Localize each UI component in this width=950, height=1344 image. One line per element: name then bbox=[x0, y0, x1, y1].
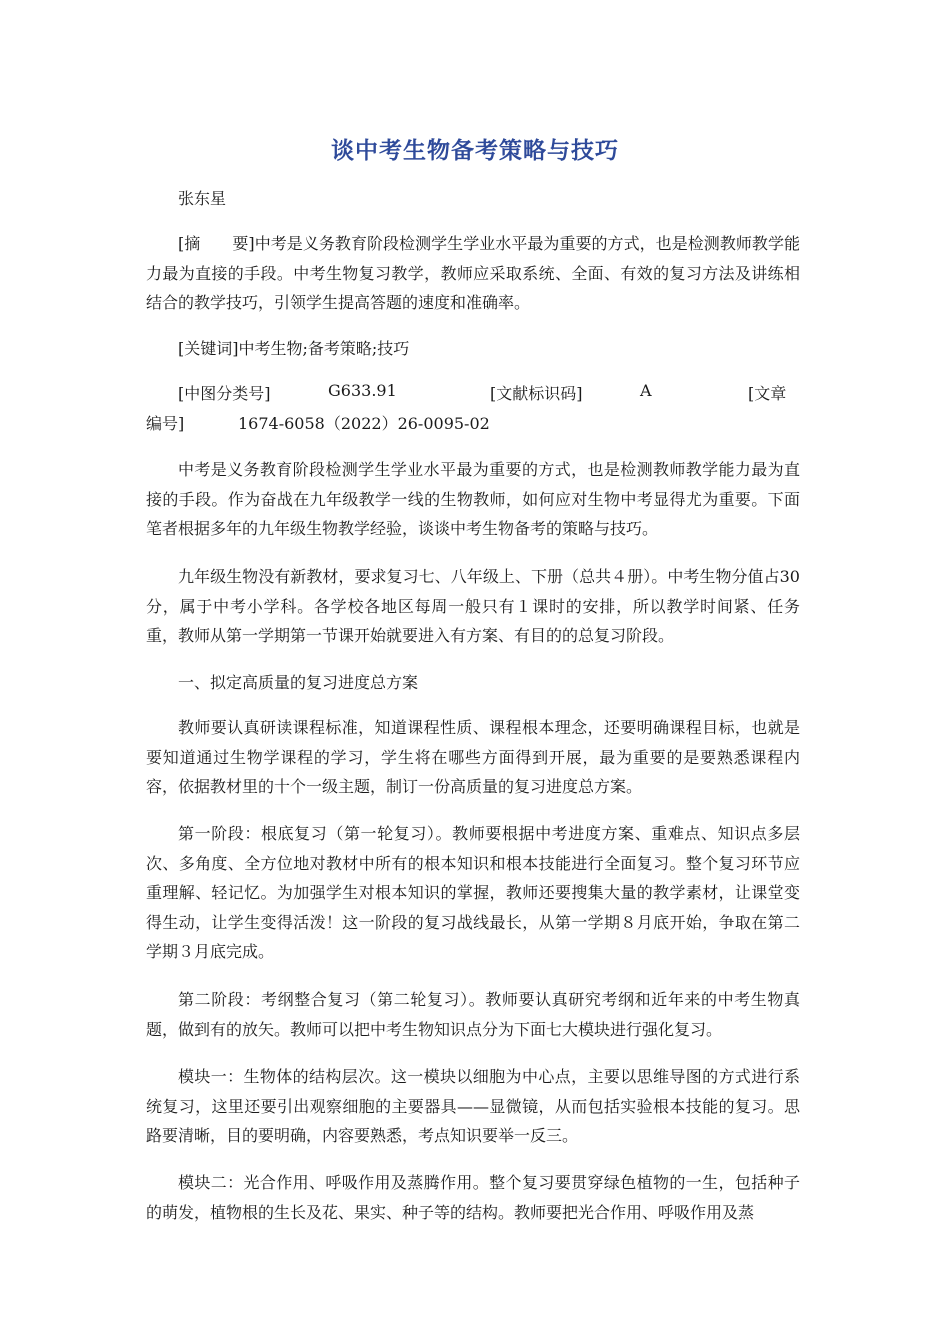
body-paragraph: 教师要认真研读课程标准，知道课程性质、课程根本理念，还要明确课程目标，也就是要知道通过生物学课程的学习，学生将在哪些方面得到开展，最为重要的是要熟悉课程内容，依据教材里的十个一级主题，制订一份高质量的复习进度总方案。 bbox=[146, 718, 800, 796]
section-heading: 一、拟定高质量的复习进度总方案 bbox=[178, 673, 419, 692]
abstract-paragraph: [摘 要]中考是义务教育阶段检测学生学业水平最为重要的方式，也是检测教师教学能力最为直接的手段。中考生物复习教学，教师应采取系统、全面、有效的复习方法及讲练相结合的教学技巧，引领学生提高答题的速度和准确率。 bbox=[146, 234, 800, 312]
body-paragraph: 模块一：生物体的结构层次。这一模块以细胞为中心点，主要以思维导图的方式进行系统复习，这里还要引出观察细胞的主要器具——显微镜，从而包括实验根本技能的复习。思路要清晰，目的要明确，内容要熟悉，考点知识要举一反三。 bbox=[146, 1067, 800, 1145]
article-number-value: 1674-6058（2022）26-0095-02 bbox=[238, 414, 490, 433]
clc-label: [中图分类号] bbox=[178, 384, 271, 403]
body-paragraph: 九年级生物没有新教材，要求复习七、八年级上、下册（总共４册）。中考生物分值占30分，属于中考小学科。各学校各地区每周一般只有１课时的安排，所以教学时间紧、任务重，教师从第一学期第一节课开始就要进入有方案、有目的的总复习阶段。 bbox=[146, 567, 800, 645]
body-paragraph: 第一阶段：根底复习（第一轮复习）。教师要根据中考进度方案、重难点、知识点多层次、多角度、全方位地对教材中所有的根本知识和根本技能进行全面复习。整个复习环节应重理解、轻记忆。为加强学生对根本知识的掌握，教师还要搜集大量的教学素材，让课堂变得生动，让学生变得活泼！这一阶段的复习战线最长，从第一学期８月底开始，争取在第二学期３月底完成。 bbox=[146, 824, 800, 961]
clc-value: G633.91 bbox=[328, 381, 397, 400]
author-name: 张东星 bbox=[178, 189, 227, 208]
body-paragraph: 中考是义务教育阶段检测学生学业水平最为重要的方式，也是检测教师教学能力最为直接的手段。作为奋战在九年级教学一线的生物教师，如何应对生物中考显得尤为重要。下面笔者根据多年的九年级生物教学经验，谈谈中考生物备考的策略与技巧。 bbox=[146, 460, 800, 538]
body-paragraph: 第二阶段：考纲整合复习（第二轮复习）。教师要认真研究考纲和近年来的中考生物真题，做到有的放矢。教师可以把中考生物知识点分为下面七大模块进行强化复习。 bbox=[146, 990, 800, 1039]
body-paragraph: 模块二：光合作用、呼吸作用及蒸腾作用。整个复习要贯穿绿色植物的一生，包括种子的萌发，植物根的生长及花、果实、种子等的结构。教师要把光合作用、呼吸作用及蒸 bbox=[146, 1173, 800, 1222]
keywords-paragraph: [关键词]中考生物;备考策略;技巧 bbox=[178, 339, 410, 358]
doc-code-label: [文献标识码] bbox=[490, 384, 583, 403]
doc-code-value: A bbox=[640, 381, 652, 400]
article-number-label-2: 编号] bbox=[146, 414, 185, 433]
article-number-label-1: [文章 bbox=[748, 384, 787, 403]
article-title: 谈中考生物备考策略与技巧 bbox=[331, 138, 619, 164]
